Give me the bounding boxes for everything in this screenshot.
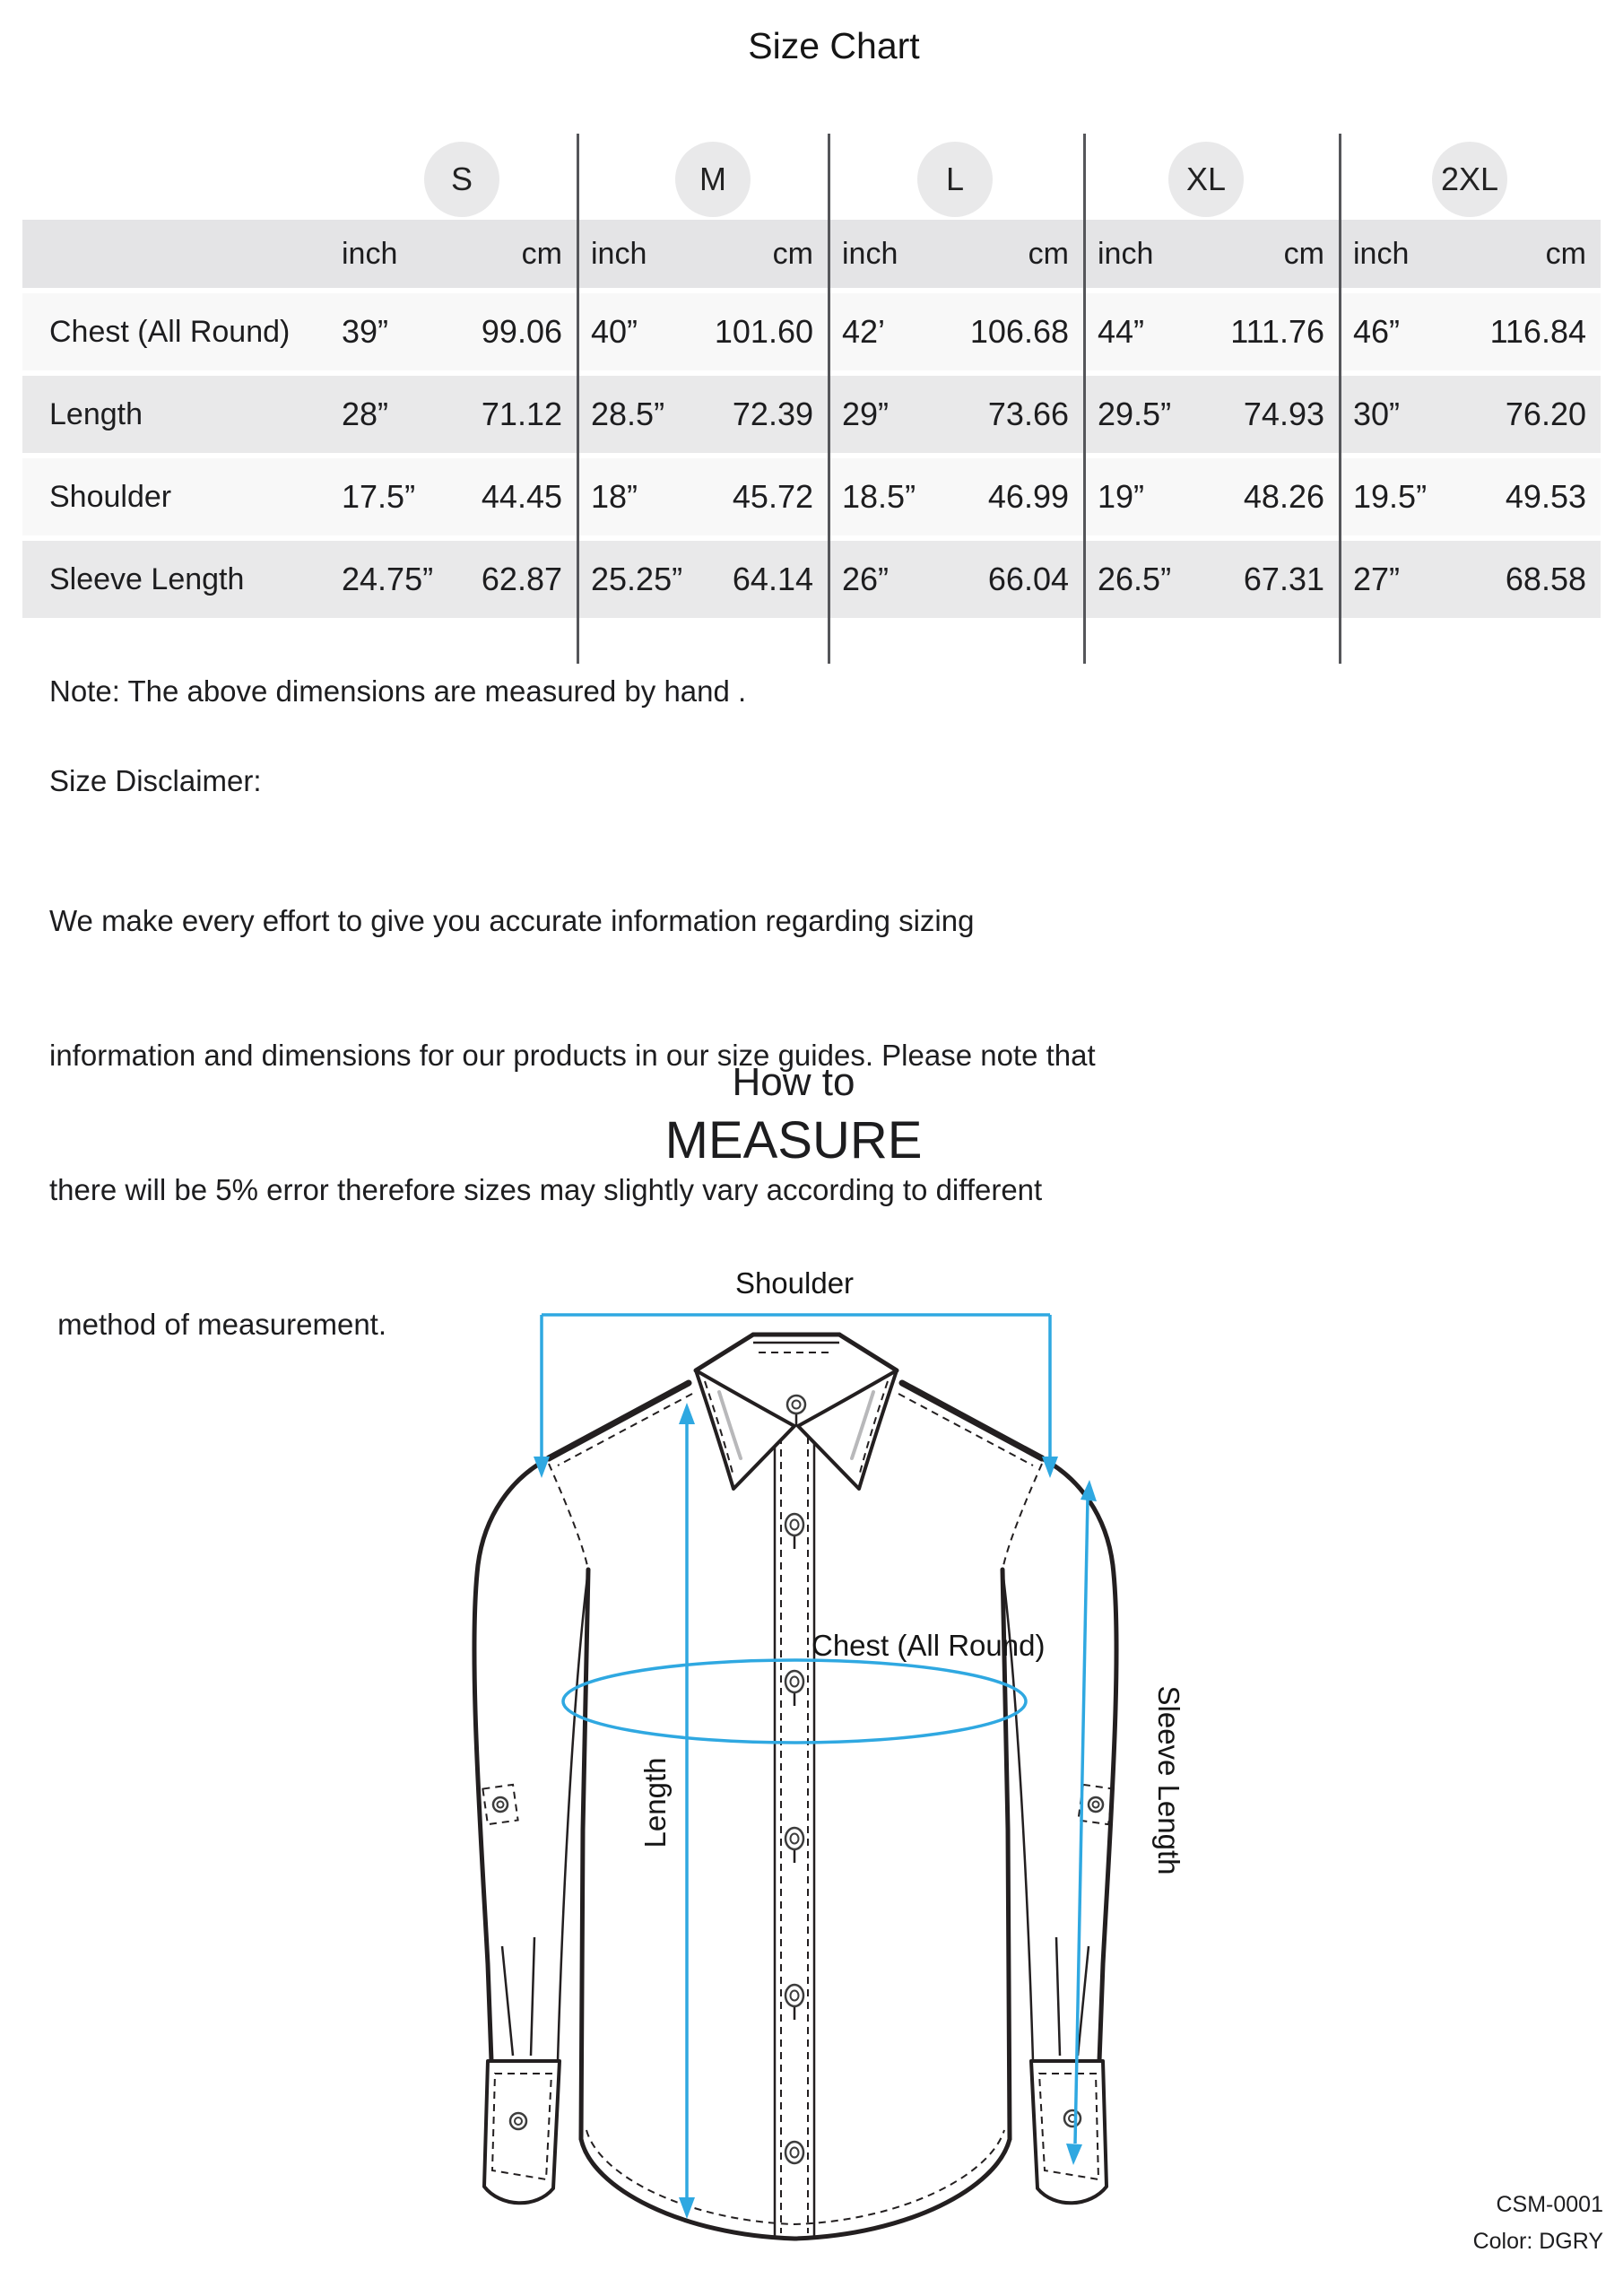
value-inch: 40” — [591, 313, 638, 350]
value-cm: 106.68 — [969, 313, 1069, 350]
length-diagram-label: Length — [638, 1757, 672, 1848]
cuff-button — [1064, 2110, 1081, 2126]
value-inch: 29” — [842, 396, 890, 432]
value-inch: 26.5” — [1098, 561, 1172, 597]
footer-info — [1473, 2187, 1603, 2260]
unit-inch: inch — [1353, 236, 1410, 271]
column-divider — [577, 134, 579, 664]
value-cm: 44.45 — [481, 478, 562, 515]
value-cm: 49.53 — [1505, 478, 1586, 515]
disclaimer-line: there will be 5% error therefore sizes may slightly vary according to different — [49, 1173, 1043, 1206]
unit-cm: cm — [1545, 236, 1586, 271]
value-cm: 73.66 — [987, 396, 1069, 432]
value-cm: 48.26 — [1243, 478, 1324, 515]
size-badge-m — [675, 142, 751, 217]
arrowhead-down — [679, 2197, 695, 2219]
size-badge-2xl — [1432, 142, 1507, 217]
collar-button — [787, 1396, 805, 1413]
unit-inch: inch — [1098, 236, 1154, 271]
shirt-left-side — [581, 1570, 588, 2139]
table-row-shoulder — [22, 458, 1601, 535]
value-inch: 39” — [342, 313, 389, 350]
value-cm: 46.99 — [987, 478, 1069, 515]
column-divider — [1083, 134, 1086, 664]
unit-inch: inch — [591, 236, 647, 271]
disclaimer-line: method of measurement. — [49, 1308, 387, 1341]
sleeve-fold-lines — [1056, 1937, 1089, 2056]
value-inch: 19” — [1098, 478, 1145, 515]
value-cm: 45.72 — [732, 478, 813, 515]
shirt-left-shoulder — [549, 1383, 689, 1458]
measurement-note: Note: The above dimensions are measured by hand . — [49, 674, 747, 708]
how-to-measure-heading — [0, 1060, 1587, 1170]
value-cm: 71.12 — [481, 396, 562, 432]
value-inch: 28.5” — [591, 396, 665, 432]
table-row-chest — [22, 293, 1601, 370]
value-inch: 46” — [1353, 313, 1401, 350]
size-badge-s — [424, 142, 499, 217]
chest-diagram-label: Chest (All Round) — [812, 1629, 1046, 1662]
table-header-row — [22, 220, 1601, 288]
shirt-left-sleeve — [474, 1458, 549, 2061]
size-badge-l — [917, 142, 993, 217]
cuff-button — [510, 2113, 526, 2129]
value-cm: 72.39 — [732, 396, 813, 432]
armhole-stitch — [1002, 1464, 1042, 1570]
row-label: Sleeve Length — [49, 561, 245, 596]
collar-left-wing — [696, 1370, 794, 1489]
value-cm: 62.87 — [481, 561, 562, 597]
sleeve-length-diagram-label: Sleeve Length — [1152, 1685, 1185, 1875]
column-divider — [1339, 134, 1341, 664]
value-inch: 44” — [1098, 313, 1145, 350]
column-divider — [828, 134, 830, 664]
value-inch: 17.5” — [342, 478, 416, 515]
value-inch: 27” — [1353, 561, 1401, 597]
value-inch: 29.5” — [1098, 396, 1172, 432]
value-inch: 26” — [842, 561, 890, 597]
value-cm: 64.14 — [732, 561, 813, 597]
value-cm: 66.04 — [987, 561, 1069, 597]
size-badge-xl — [1168, 142, 1244, 217]
shoulder-stitch — [558, 1394, 692, 1465]
row-label: Chest (All Round) — [49, 314, 291, 349]
disclaimer-heading: Size Disclaimer: — [49, 764, 262, 797]
arrowhead-up — [679, 1403, 695, 1424]
unit-inch: inch — [842, 236, 898, 271]
shirt-diagram — [0, 1256, 1623, 2296]
collar-right-wing — [798, 1370, 897, 1489]
table-row-length — [22, 376, 1601, 453]
value-cm: 101.60 — [714, 313, 813, 350]
length-measure-line — [679, 1403, 695, 2219]
value-cm: 111.76 — [1230, 313, 1324, 350]
shoulder-stitch — [898, 1394, 1033, 1465]
size-label-l: L — [945, 161, 965, 197]
sleeve-button-left — [482, 1785, 517, 1824]
disclaimer-line: We make every effort to give you accurate information regarding sizing — [49, 904, 975, 937]
shirt-right-shoulder — [902, 1383, 1042, 1458]
sleeve-fold-lines — [502, 1937, 534, 2056]
value-inch: 18.5” — [842, 478, 916, 515]
value-cm: 116.84 — [1489, 313, 1586, 350]
value-cm: 67.31 — [1243, 561, 1324, 597]
value-inch: 24.75” — [342, 561, 434, 597]
shoulder-diagram-label: Shoulder — [734, 1266, 855, 1300]
unit-cm: cm — [1028, 236, 1069, 271]
value-cm: 76.20 — [1505, 396, 1586, 432]
size-label-2xl: 2XL — [1440, 161, 1499, 197]
value-cm: 68.58 — [1505, 561, 1586, 597]
size-label-xl: XL — [1185, 161, 1227, 197]
size-label-m: M — [699, 161, 726, 197]
how-to-line: How to — [732, 1060, 855, 1104]
page-title: Size Chart — [748, 25, 920, 66]
value-inch: 42’ — [842, 313, 886, 350]
value-cm: 99.06 — [481, 313, 562, 350]
unit-cm: cm — [772, 236, 813, 271]
value-cm: 74.93 — [1243, 396, 1324, 432]
value-inch: 18” — [591, 478, 638, 515]
value-inch: 25.25” — [591, 561, 683, 597]
size-label-s: S — [450, 161, 473, 197]
color-code: Color: DGRY — [1472, 2229, 1603, 2254]
value-inch: 28” — [342, 396, 389, 432]
style-code: CSM-0001 — [1496, 2192, 1603, 2217]
unit-cm: cm — [1283, 236, 1324, 271]
unit-inch: inch — [342, 236, 398, 271]
placket-buttons — [785, 1514, 803, 2163]
disclaimer-line: information and dimensions for our products in our size guides. Please note that — [49, 1039, 1096, 1072]
armhole-stitch — [549, 1464, 588, 1570]
value-inch: 30” — [1353, 396, 1401, 432]
value-inch: 19.5” — [1353, 478, 1428, 515]
row-label: Length — [49, 396, 143, 431]
row-label: Shoulder — [49, 479, 172, 514]
size-table — [22, 220, 1601, 623]
unit-cm: cm — [521, 236, 562, 271]
table-row-sleeve-length — [22, 541, 1601, 618]
measure-line: MEASURE — [664, 1111, 923, 1170]
